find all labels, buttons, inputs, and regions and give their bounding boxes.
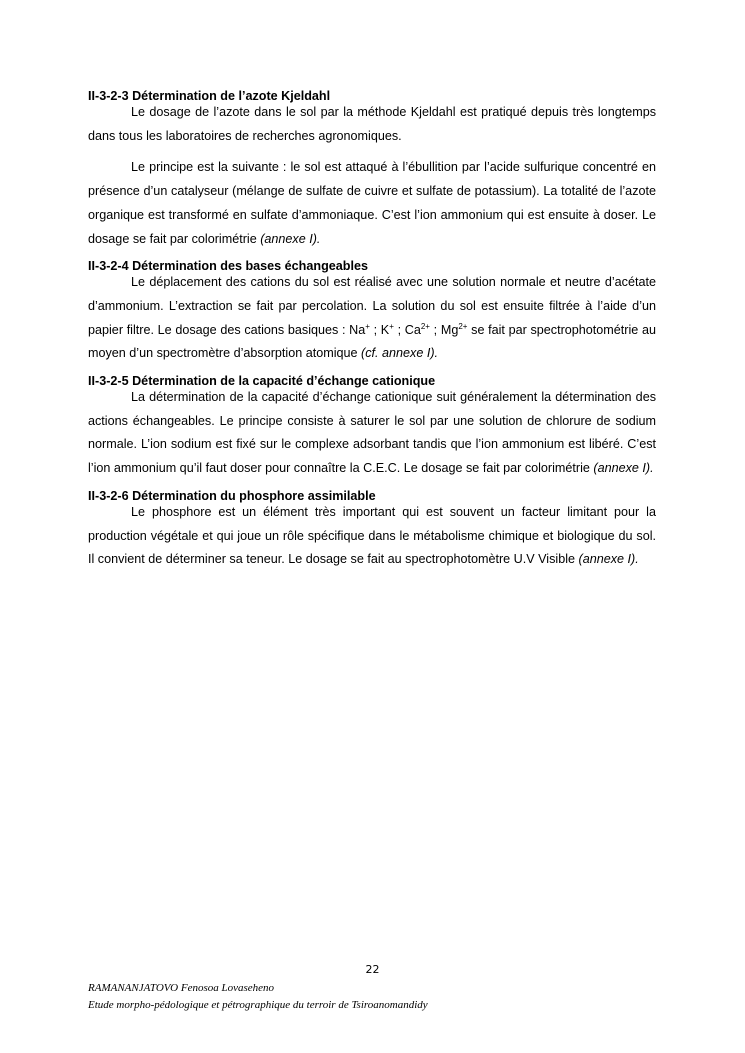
paragraph-text: se fait par spectrophotométrie au moyen d’un spectromètre d’absorption atomique	[88, 322, 656, 361]
page-footer	[88, 980, 428, 1014]
annex-reference: (cf. annexe I).	[361, 346, 439, 361]
section-bases-echangeables	[88, 258, 656, 366]
paragraph	[88, 501, 656, 572]
paragraph	[88, 386, 656, 481]
footer-title: Etude morpho-pédologique et pétrographique du terroir de Tsiroanomandidy	[88, 999, 428, 1011]
cation-separator: ; K	[369, 322, 390, 337]
charge-superscript: 2+	[420, 321, 430, 331]
paragraph-text: Le dosage de l’azote dans le sol par la méthode Kjeldahl est pratiqué depuis très longtemps dans tous les laboratoires de recherches agronomiques.	[88, 105, 656, 143]
page-number: 22	[365, 963, 380, 976]
section-capacite-echange	[88, 373, 656, 481]
section-heading: II-3-2-4 Détermination des bases échangeables	[88, 259, 368, 274]
section-phosphore	[88, 488, 656, 572]
cation-separator: ; Mg	[429, 322, 459, 337]
paragraph	[88, 101, 656, 148]
annex-reference: (annexe I).	[578, 552, 639, 567]
paragraph-text: Le principe est la suivante : le sol est attaqué à l’ébullition par l’acide sulfurique concentré en présence d’un catalyseur (mélange de sulfate de cuivre et sulfate de potassium). La totalité de l’azote organique est transformé en sulfate d’ammoniaque. C’est l’ion ammonium qui est ensuite à doser. Le dosage se fait par colorimétrie	[88, 160, 656, 246]
annex-reference: (annexe I).	[593, 461, 654, 476]
section-heading: II-3-2-5 Détermination de la capacité d’échange cationique	[88, 374, 436, 389]
paragraph-text: La détermination de la capacité d’échange cationique suit généralement la détermination des actions échangeables. Le principe consiste à saturer le sol par une solution de chlorure de sodium normale. L’ion sodium est fixé sur le complexe adsorbant tandis que l’ion ammonium est libéré. C’est l’ion ammonium qu’il faut doser pour connaître la C.E.C. Le dosage se fait par colorimétrie	[88, 390, 656, 476]
paragraph	[88, 156, 656, 251]
paragraph-text: Le déplacement des cations du sol est réalisé avec une solution normale et neutre d’acétate d’ammonium. L’extraction se fait par percolation. La solution du sol est ensuite filtrée à l’aide d’un papier filtre. Le dosage des cations basiques : Na	[88, 275, 656, 337]
paragraph-text: Le phosphore est un élément très important qui est souvent un facteur limitant pour la production végétale et qui joue un rôle spécifique dans le métabolisme chimique et biologique du sol. Il convient de déterminer sa teneur. Le dosage se fait au spectrophotomètre U.V Visible	[88, 504, 656, 567]
annex-reference: (annexe I).	[260, 231, 321, 246]
section-heading: II-3-2-3 Détermination de l’azote Kjeldahl	[88, 89, 331, 103]
section-azote-kjeldahl	[88, 88, 656, 251]
footer-author: RAMANANJATOVO Fenosoa Lovaseheno	[88, 982, 275, 994]
cation-separator: ; Ca	[393, 322, 421, 337]
paragraph	[88, 271, 656, 366]
charge-superscript: +	[365, 321, 370, 331]
charge-superscript: +	[389, 321, 394, 331]
charge-superscript: 2+	[458, 321, 468, 331]
document-body	[88, 88, 656, 579]
section-heading: II-3-2-6 Détermination du phosphore assimilable	[88, 488, 376, 503]
